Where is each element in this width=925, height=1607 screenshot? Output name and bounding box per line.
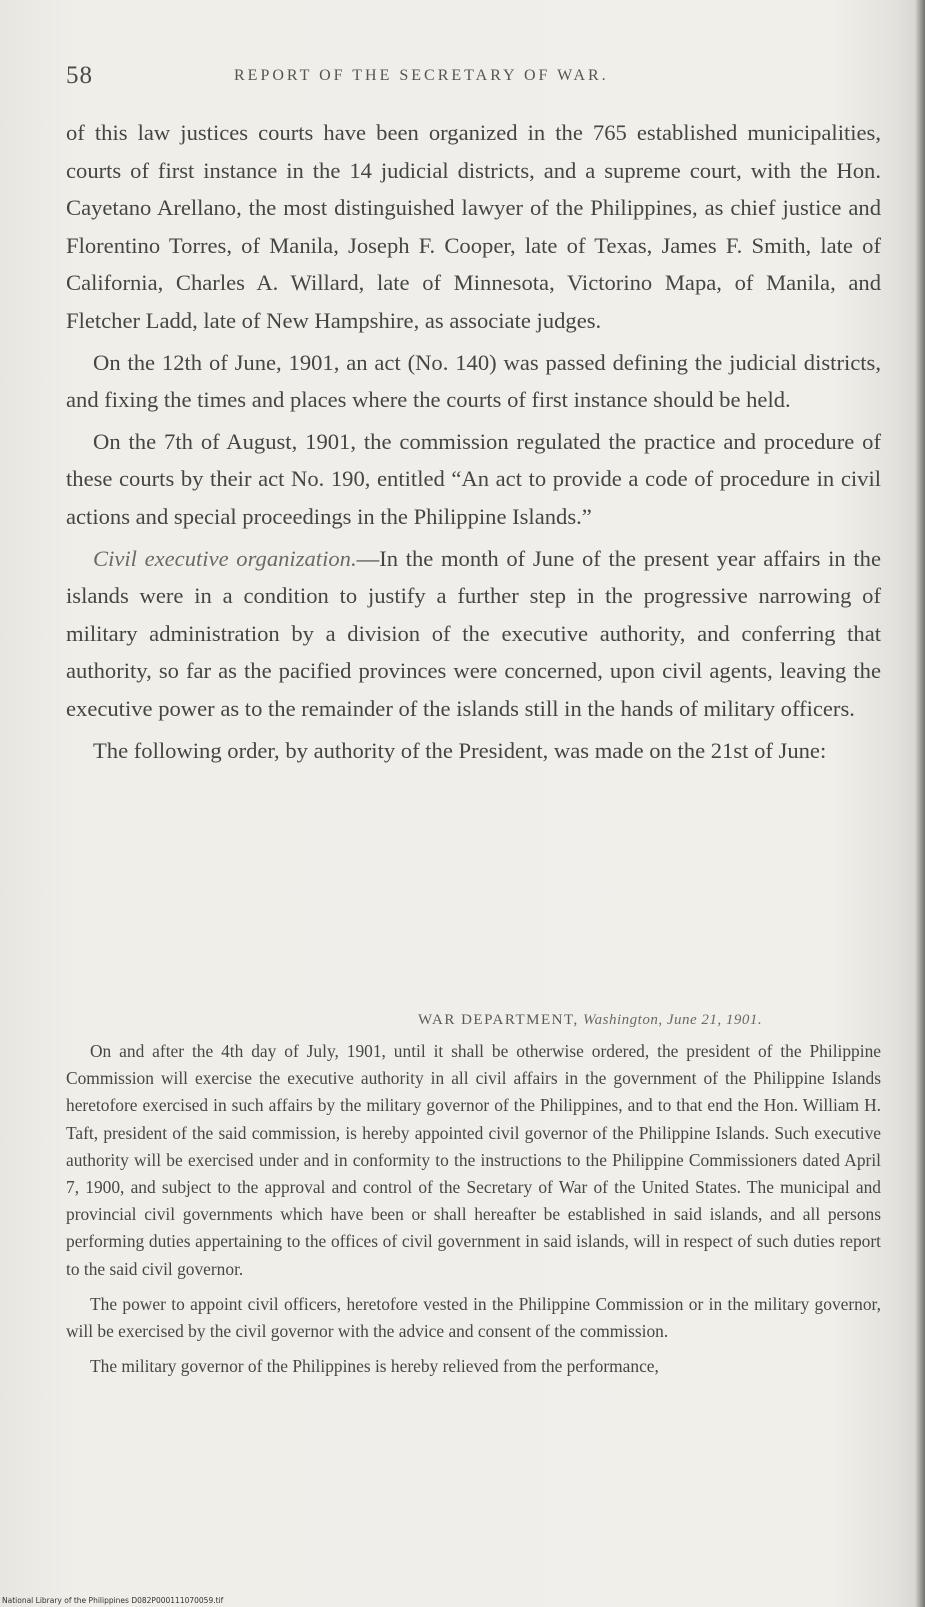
dateline-place-date: Washington, June 21, 1901. [583, 1012, 763, 1028]
page-header [66, 62, 896, 92]
order-dateline [418, 1012, 762, 1029]
section-heading: Civil executive organization. [93, 545, 357, 571]
paragraph-civil-executive [66, 540, 881, 728]
order-paragraph-executive-authority: On and after the 4th day of July, 1901, until it shall be otherwise ordered, the president of the Philippine Commission will exercise the executive authority in all civil affairs in the government of the Philippine Islands heretofore exercised in such affairs by the military governor of the Philippines, and to that end the Hon. William H. Taft, president of the said commission, is hereby appointed civil governor of the Philippine Islands. Such executive authority will be exercised under and in conformity to the instructions to the Philippine Commissioners dated April 7, 1900, and subject to the approval and control of the Secretary of War of the United States. The municipal and provincial civil governments which have been or shall hereafter be established in said islands, and all persons performing duties appertaining to the offices of civil government in said islands, will in respect of such duties report to the said civil governor. [66, 1041, 881, 1279]
paragraph-act-140: On the 12th of June, 1901, an act (No. 140) was passed defining the judicial districts, and fixing the times and places where the courts of first instance should be held. [66, 349, 881, 413]
dateline-department: WAR DEPARTMENT, [418, 1012, 579, 1028]
order-paragraph-appointment-power: The power to appoint civil officers, heretofore vested in the Philippine Commission or in the military governor, will be exercised by the civil governor with the advice and consent of the commission. [66, 1293, 881, 1342]
page-binding-shadow [915, 0, 925, 1607]
section-text: —In the month of June of the present year affairs in the islands were in a condition to justify a further step in the progressive narrowing of military administration by a division of the executive authority, and conferring that authority, so far as the pacified provinces were concerned, upon civil agents, leaving the executive power as to the remainder of the islands still in the hands of military officers. [66, 545, 881, 721]
order-paragraph-military-governor: The military governor of the Philippines is hereby relieved from the performance, [90, 1356, 659, 1377]
paragraph-courts-organized: of this law justices courts have been organized in the 765 established municipalities, courts of first instance in the 14 judicial districts, and a supreme court, with the Hon. Cayetano Arellano, the most distinguished lawyer of the Philippines, as chief justice and Florentino Torres, of Manila, Joseph F. Cooper, late of Texas, James F. Smith, late of California, Charles A. Willard, late of Minnesota, Victorino Mapa, of Manila, and Fletcher Ladd, late of New Hampshire, as associate judges. [66, 120, 881, 333]
scan-footer: National Library of the Philippines D082P000111070059.tif [2, 1596, 224, 1605]
paragraph-act-190: On the 7th of August, 1901, the commission regulated the practice and procedure of these courts by their act No. 190, entitled “An act to provide a code of procedure in civil actions and special proceedings in the Philippine Islands.” [66, 428, 881, 529]
paragraph-following-order: The following order, by authority of the President, was made on the 21st of June: [93, 737, 827, 763]
body-text [66, 114, 881, 769]
page-number: 58 [66, 62, 93, 89]
order-text [66, 1038, 881, 1380]
running-head: REPORT OF THE SECRETARY OF WAR. [234, 67, 609, 84]
